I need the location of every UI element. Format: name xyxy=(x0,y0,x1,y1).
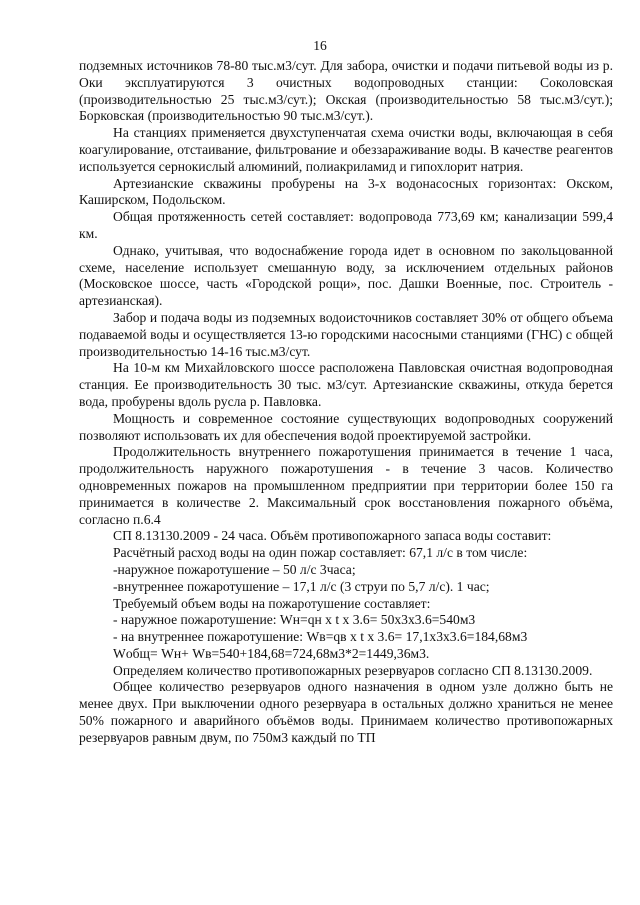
line-internal-firefighting: -внутреннее пожаротушение – 17,1 л/с (3 струи по 5,7 л/с). 1 час; xyxy=(113,578,490,594)
paragraph-artesian-wells: Артезианские скважины пробурены на 3-х водонасосных горизонтах: Окском, Каширском, Подольском. xyxy=(79,175,613,208)
paragraph-capacity: Мощность и современное состояние существующих водопроводных сооружений позволяют использовать их для обеспечения водой проектируемой застройки. xyxy=(79,410,613,443)
paragraph-reservoir-requirements: Общее количество резервуаров одного назначения в одном узле должно быть не менее двух. При выключении одного резервуара в остальных должно храниться не менее 50% пожарного и аварийного объёмов воды. Принимаем количество противопожарных резервуаров равным двум, по 750м3 каждый по ТП xyxy=(79,679,613,745)
line-design-flow: Расчётный расход воды на один пожар составляет: 67,1 л/с в том числе: xyxy=(113,545,528,561)
paragraph-mixed-water: Однако, учитывая, что водоснабжение города идет в основном по закольцованной схеме, население использует смешанную воду, за исключением отдельных районов (Московское шоссе, часть «Городской рощи», пос. Дашки Военные, пос. Строитель - артезианская). xyxy=(79,242,613,309)
paragraph-water-sources: подземных источников 78-80 тыс.м3/сут. Для забора, очистки и подачи питьевой воды из р. Оки эксплуатируются 3 очистных водопроводных станции: Соколовская (производительностью 25 тыс.м3/сут.); Окская (производительностью 58 тыс.м3/сут.); Борковская (производительностью 90 тыс.м3/сут.). xyxy=(79,58,613,124)
paragraph-pavlovskaya-station: На 10-м км Михайловского шоссе расположена Павловская очистная водопроводная станция. Ее производительность 30 тыс. м3/сут. Артезианские скважины, откуда берется вода, пробурены вдоль русла р. Павловка. xyxy=(79,360,613,409)
formula-internal-volume: - на внутреннее пожаротушение: Wв=qв x t x 3.6= 17,1х3х3.6=184,68м3 xyxy=(113,629,528,645)
paragraph-sp-reference: СП 8.13130.2009 - 24 часа. Объём противопожарного запаса воды составит: xyxy=(113,528,552,544)
line-required-volume: Требуемый объем воды на пожаротушение составляет: xyxy=(113,595,431,611)
formula-total-volume: Wобщ= Wн+ Wв=540+184,68=724,68м3*2=1449,36м3. xyxy=(113,645,430,661)
paragraph-firefighting-duration: Продолжительность внутреннего пожаротушения принимается в течение 1 часа, продолжительность наружного пожаротушения - в течение 3 часов. Количество одновременных пожаров на промышленном предприятии при территории более 150 га принимается в количестве 2. Максимальный срок восстановления пожарного объёма, согласно п.6.4 xyxy=(79,444,613,527)
line-external-firefighting: -наружное пожаротушение – 50 л/с 3часа; xyxy=(113,561,356,577)
paragraph-network-length: Общая протяженность сетей составляет: водопровода 773,69 км; канализации 599,4 км. xyxy=(79,209,613,241)
page-body xyxy=(79,58,613,747)
paragraph-reservoir-count: Определяем количество противопожарных резервуаров согласно СП 8.13130.2009. xyxy=(113,662,593,678)
paragraph-treatment-scheme: На станциях применяется двухступенчатая схема очистки воды, включающая в себя коагулирование, отстаивание, фильтрование и обеззараживание воды. В качестве реагентов используется сернокислый алюминий, полиакриламид и гипохлорит натрия. xyxy=(79,125,613,174)
page-number: 16 xyxy=(313,38,327,53)
paragraph-underground-intake: Забор и подача воды из подземных водоисточников составляет 30% от общего объема подаваемой воды и осуществляется 13-ю городскими насосными станциями (ГНС) с общей производительностью 14-16 тыс.м3/сут. xyxy=(79,309,613,359)
formula-external-volume: - наружное пожаротушение: Wн=qн x t x 3.6= 50х3х3.6=540м3 xyxy=(113,612,476,628)
